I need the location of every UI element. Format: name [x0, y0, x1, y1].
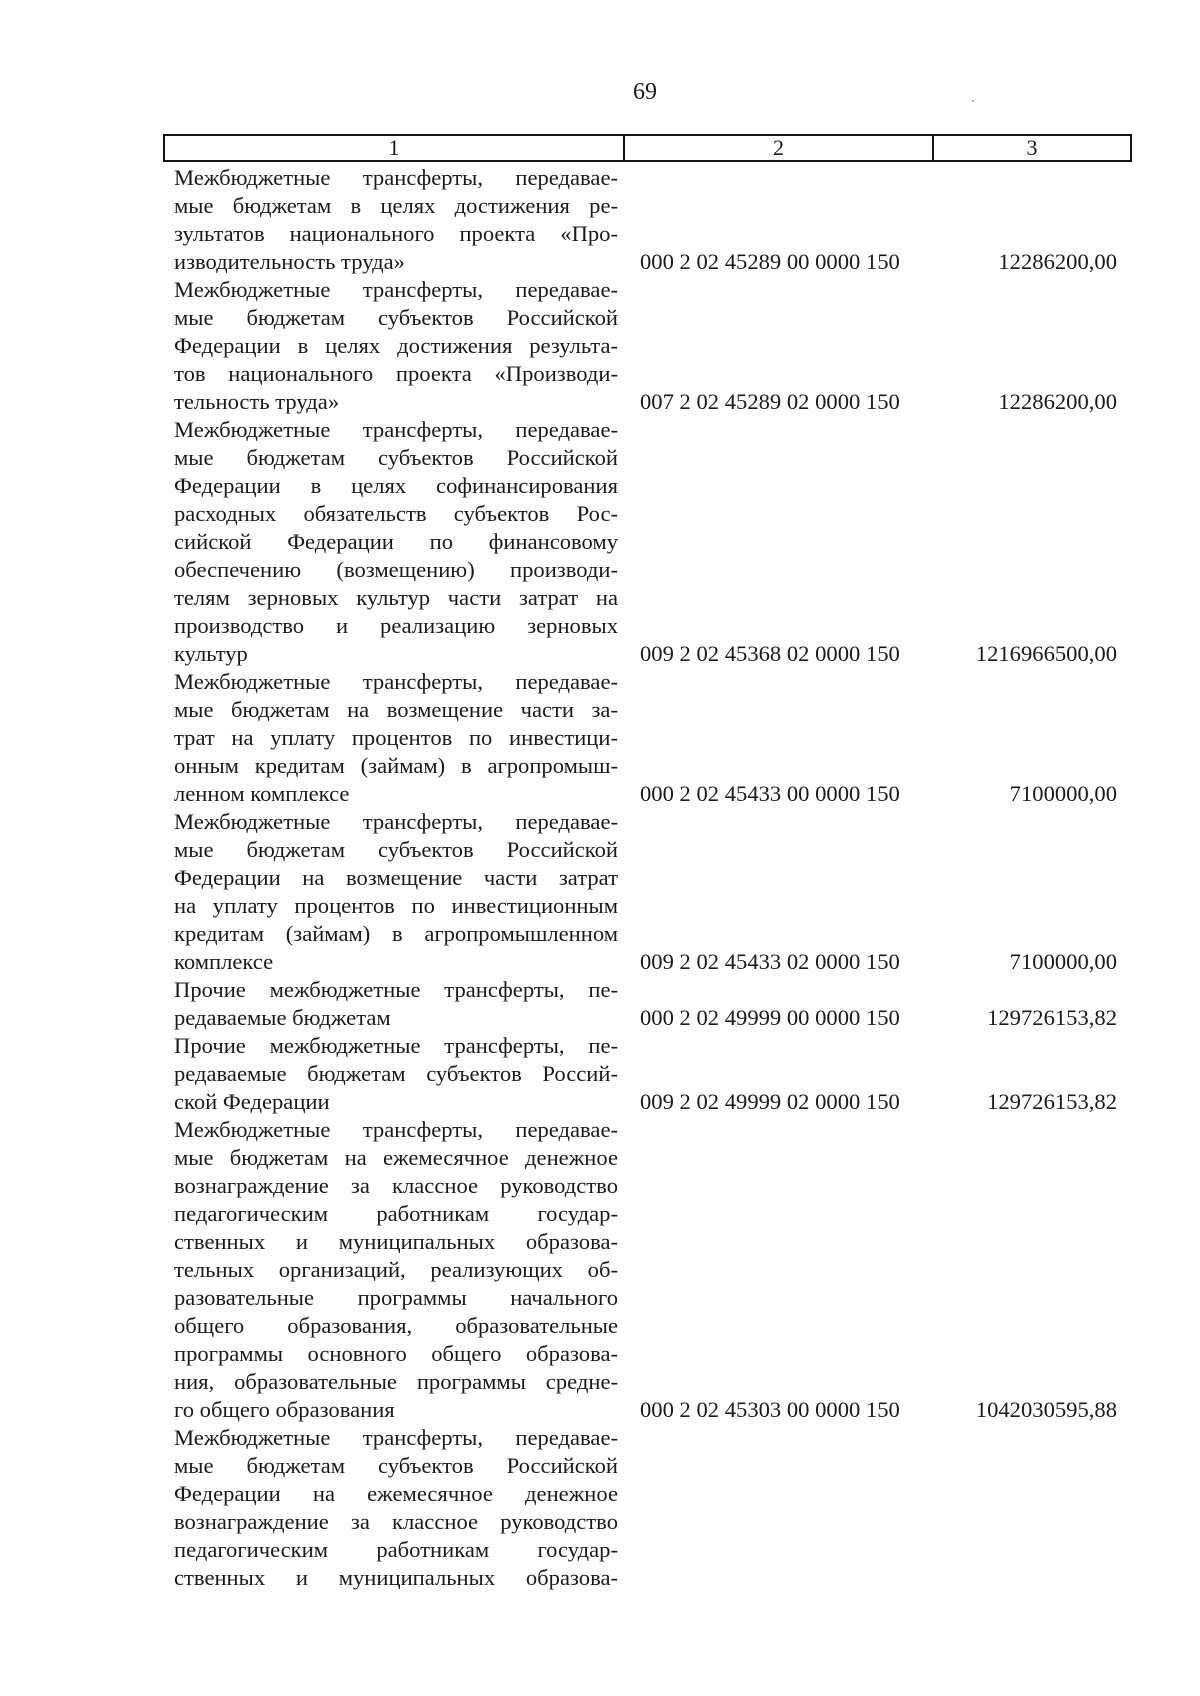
description-line: Межбюджетные трансферты, передавае-: [174, 1117, 618, 1142]
description-line: мые бюджетам на ежемесячное денежное: [174, 1145, 618, 1170]
description-line: Межбюджетные трансферты, передавае-: [174, 277, 618, 302]
amount-value: 7100000,00: [1009, 949, 1117, 974]
description-line: программы основного общего образова-: [174, 1341, 618, 1366]
header-col-1: 1: [165, 136, 625, 160]
row-description: [174, 416, 618, 668]
table-row: [0, 276, 1200, 416]
table-row: [0, 1116, 1200, 1424]
description-line: Федерации в целях достижения результа-: [174, 333, 618, 358]
description-line: изводительность труда»: [174, 249, 405, 274]
description-line: телям зерновых культур части затрат на: [174, 585, 618, 610]
description-line: обеспечению (возмещению) производи-: [174, 557, 618, 582]
description-line: культур: [174, 641, 248, 666]
description-line: разовательные программы начального: [174, 1285, 618, 1310]
description-line: трат на уплату процентов по инвестици-: [174, 725, 618, 750]
description-line: онным кредитам (займам) в агропромыш-: [174, 753, 618, 778]
description-line: мые бюджетам субъектов Российской: [174, 445, 618, 470]
amount-value: 12286200,00: [998, 389, 1117, 414]
budget-code: 009 2 02 45368 02 0000 150: [640, 641, 900, 666]
table-row: [0, 668, 1200, 808]
description-line: ственных и муниципальных образова-: [174, 1229, 618, 1254]
row-description: [174, 164, 618, 276]
description-line: ской Федерации: [174, 1089, 330, 1114]
table-row: [0, 808, 1200, 976]
row-description: [174, 1032, 618, 1116]
header-col-2: 2: [625, 136, 934, 160]
budget-code: 007 2 02 45289 02 0000 150: [640, 389, 900, 414]
row-description: [174, 808, 618, 976]
description-line: педагогическим работникам государ-: [174, 1537, 618, 1562]
description-line: Прочие межбюджетные трансферты, пе-: [174, 977, 618, 1002]
table-row: [0, 1424, 1200, 1592]
description-line: редаваемые бюджетам субъектов Россий-: [174, 1061, 618, 1086]
description-line: ленном комплексе: [174, 781, 350, 806]
table-row: [0, 1032, 1200, 1116]
description-line: педагогическим работникам государ-: [174, 1201, 618, 1226]
budget-code: 000 2 02 45303 00 0000 150: [640, 1397, 900, 1422]
budget-code: 009 2 02 45433 02 0000 150: [640, 949, 900, 974]
row-description: [174, 1116, 618, 1424]
description-line: общего образования, образовательные: [174, 1313, 618, 1338]
description-line: го общего образования: [174, 1397, 395, 1422]
description-line: расходных обязательств субъектов Рос-: [174, 501, 618, 526]
description-line: производство и реализацию зерновых: [174, 613, 618, 638]
description-line: мые бюджетам субъектов Российской: [174, 837, 618, 862]
description-line: мые бюджетам субъектов Российской: [174, 1453, 618, 1478]
budget-code: 000 2 02 45289 00 0000 150: [640, 249, 900, 274]
table-row: [0, 976, 1200, 1032]
amount-value: 1042030595,88: [975, 1397, 1117, 1422]
description-line: ственных и муниципальных образова-: [174, 1565, 618, 1590]
description-line: вознаграждение за классное руководство: [174, 1509, 618, 1534]
description-line: Межбюджетные трансферты, передавае-: [174, 1425, 618, 1450]
description-line: зультатов национального проекта «Про-: [174, 221, 618, 246]
amount-value: 12286200,00: [998, 249, 1117, 274]
description-line: тельность труда»: [174, 389, 340, 414]
budget-code: 009 2 02 49999 02 0000 150: [640, 1089, 900, 1114]
description-line: мые бюджетам субъектов Российской: [174, 305, 618, 330]
table-row: [0, 416, 1200, 668]
description-line: ния, образовательные программы средне-: [174, 1369, 618, 1394]
description-line: Межбюджетные трансферты, передавае-: [174, 165, 618, 190]
amount-value: 7100000,00: [1009, 781, 1117, 806]
description-line: Прочие межбюджетные трансферты, пе-: [174, 1033, 618, 1058]
description-line: Межбюджетные трансферты, передавае-: [174, 669, 618, 694]
row-description: [174, 1424, 618, 1592]
amount-value: 129726153,82: [987, 1089, 1117, 1114]
description-line: Федерации на ежемесячное денежное: [174, 1481, 618, 1506]
description-line: мые бюджетам на возмещение части за-: [174, 697, 618, 722]
description-line: мые бюджетам в целях достижения ре-: [174, 193, 618, 218]
table-row: [0, 164, 1200, 276]
description-line: Федерации в целях софинансирования: [174, 473, 618, 498]
description-line: тов национального проекта «Производи-: [174, 361, 618, 386]
budget-code: 000 2 02 45433 00 0000 150: [640, 781, 900, 806]
row-description: [174, 976, 618, 1032]
description-line: вознаграждение за классное руководство: [174, 1173, 618, 1198]
budget-code: 000 2 02 49999 00 0000 150: [640, 1005, 900, 1030]
row-description: [174, 668, 618, 808]
description-line: Межбюджетные трансферты, передавае-: [174, 809, 618, 834]
description-line: Межбюджетные трансферты, передавае-: [174, 417, 618, 442]
description-line: Федерации на возмещение части затрат: [174, 865, 618, 890]
description-line: на уплату процентов по инвестиционным: [174, 893, 618, 918]
description-line: комплексе: [174, 949, 274, 974]
description-line: сийской Федерации по финансовому: [174, 529, 618, 554]
description-line: кредитам (займам) в агропромышленном: [174, 921, 618, 946]
header-col-3: 3: [1026, 135, 1038, 160]
row-description: [174, 276, 618, 416]
description-line: тельных организаций, реализующих об-: [174, 1257, 618, 1282]
page-number: 69: [633, 79, 657, 105]
amount-value: 129726153,82: [987, 1005, 1117, 1030]
description-line: редаваемые бюджетам: [174, 1005, 391, 1030]
amount-value: 1216966500,00: [975, 641, 1117, 666]
